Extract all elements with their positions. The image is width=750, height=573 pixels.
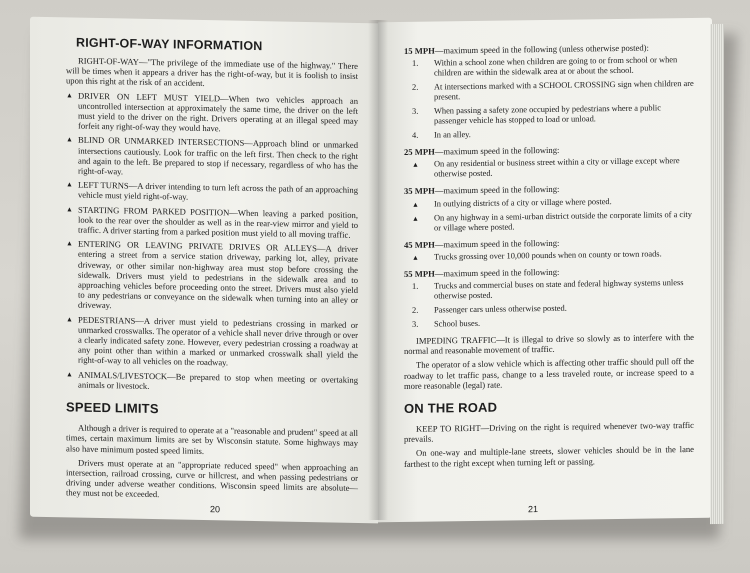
- right-of-way-heading: RIGHT-OF-WAY INFORMATION: [76, 35, 263, 54]
- speed-55-value: 55 MPH: [404, 268, 435, 279]
- rule-pedestrians: ▲ PEDESTRIANS—A driver must yield to pedestrians crossing in marked or unmarked crosswalks. The operator of a vehicle shall never drive through or over a clearly indicated safety zone. However, every pedestrian crossing a roadway at any point other than within a marked or unmarked crosswalk shall yield the right-of-way to all vehicles on the roadway.: [66, 314, 358, 371]
- list-item: ▲ On any residential or business street within a city or village except where otherwise posted.: [412, 156, 694, 180]
- on-the-road-heading: ON THE ROAD: [404, 399, 498, 417]
- rule-driver-on-left: ▲ DRIVER ON LEFT MUST YIELD—When two vehicles approach an uncontrolled intersection at approximately the same time, the driver on the left must yield to the driver on the right. Drivers operating at an illegal speed may forfeit any right-of-way they would have.: [66, 90, 358, 136]
- speed-group-55: [404, 265, 694, 330]
- slow-vehicle-para: The operator of a slow vehicle which is affecting other traffic should pull off the roadway to let traffic pass, change to a less traveled route, or increase speed to a more reasonable (legal) rate.: [404, 356, 694, 391]
- speed-limits-para-2: Drivers must operate at an "appropriate reduced speed" when approaching an intersection, railroad crossing, curve or hillcrest, and when passing pedestrians or driving under adverse weather conditions. Wisconsin speed limits are absolute—they must not be exceeded.: [66, 457, 358, 500]
- list-item: ▲ On any highway in a semi-urban district outside the corporate limits of a city or village where posted.: [412, 210, 694, 234]
- rule-private-drives: ▲ ENTERING OR LEAVING PRIVATE DRIVES OR ALLEYS—A driver entering a street from a service station driveway, parking lot, alley, private driveway, or other similar non-highway area must stop before crossing the sidewalk. Drivers must yield to pedestrians in the sidewalk area and to approaching vehicles before proceeding onto the street. Drivers must also yield to any pedestrians or conveyance on the sidewalk when turning into an alley or driveway.: [66, 239, 358, 316]
- rule-animals-livestock: ▲ ANIMALS/LIVESTOCK—Be prepared to stop when meeting or overtaking animals or livestock.: [66, 369, 358, 395]
- speed-55-label: —maximum speed in the following:: [434, 266, 560, 279]
- speed-35-value: 35 MPH: [404, 185, 435, 197]
- list-item: 4. In an alley.: [412, 130, 471, 141]
- list-item: ▲ In outlying districts of a city or village where posted.: [412, 196, 694, 210]
- speed-35-label: —maximum speed in the following:: [434, 184, 560, 196]
- list-item: 3. When passing a safety zone occupied by pedestrians where a public passenger vehicle has stopped to load or unload.: [412, 103, 661, 126]
- speed-25-label: —maximum speed in the following:: [434, 145, 560, 157]
- list-item: 2. At intersections marked with a SCHOOL CROSSING sign when children are present.: [412, 79, 694, 102]
- page-number-right: 21: [528, 504, 539, 515]
- speed-limits-heading: SPEED LIMITS: [66, 399, 159, 417]
- right-of-way-intro: RIGHT-OF-WAY—"The privilege of the immediate use of the highway." There will be times when it appears a driver has the right-of-way, but it is foolish to insist upon this right at the risk of an accident.: [66, 55, 358, 89]
- speed-15-value: 15 MPH: [404, 45, 435, 56]
- speed-15-label: —maximum speed in the following (unless otherwise posted):: [434, 42, 649, 56]
- keep-right-para: KEEP TO RIGHT—Driving on the right is required whenever two-way traffic prevails.: [404, 419, 694, 445]
- list-item: 1. Trucks and commercial buses on state and federal highway systems unless otherwise posted.: [412, 278, 684, 301]
- list-item: 3. School buses.: [412, 318, 481, 329]
- book-gutter: [368, 20, 388, 520]
- speed-group-45: [404, 236, 694, 263]
- one-way-para: On one-way and multiple-lane streets, slower vehicles should be in the lane farthest to the right except when turning left or passing.: [404, 444, 694, 469]
- page-stack-edge: [710, 24, 724, 524]
- list-item: 2. Passenger cars unless otherwise posted.: [412, 303, 567, 315]
- speed-45-label: —maximum speed in the following:: [434, 237, 560, 250]
- speed-25-value: 25 MPH: [404, 146, 435, 158]
- speed-45-value: 45 MPH: [404, 239, 435, 250]
- speed-group-15: [404, 42, 694, 141]
- right-page: [378, 18, 712, 523]
- speed-limits-para-1: Although a driver is required to operate at a "reasonable and prudent" speed at all times, certain maximum limits are set by Wisconsin statute. Some highways may also have minimum posted speed limits.: [66, 422, 359, 456]
- rule-blind-intersections: ▲ BLIND OR UNMARKED INTERSECTIONS—Approach blind or unmarked intersections cautiously. Look for traffic on the left first. Then check to the right and again to the left. Be prepared to stop if necessary, regardless of who has the right-of-way.: [66, 135, 358, 181]
- page-number-left: 20: [210, 504, 221, 515]
- speed-group-35: [404, 182, 694, 233]
- impeding-traffic-para: IMPEDING TRAFFIC—It is illegal to drive so slowly as to interfere with the normal and reasonable movement of traffic.: [404, 331, 694, 357]
- open-booklet: [22, 20, 722, 530]
- rule-left-turns: ▲ LEFT TURNS—A driver intending to turn left across the path of an approaching vehicle must yield right-of-way.: [66, 180, 358, 206]
- speed-group-25: [404, 143, 694, 180]
- rule-parked-position: ▲ STARTING FROM PARKED POSITION—When leaving a parked position, look to the rear over the shoulder as well as in the rear-view mirror and yield to traffic. A driver starting from a parked position must yield to all moving traffic.: [66, 204, 358, 240]
- list-item: ▲ Trucks grossing over 10,000 pounds when on county or town roads.: [412, 249, 694, 263]
- left-page: [30, 17, 378, 524]
- list-item: 1. Within a school zone when children are going to or from school or when children are within the sidewalk area at or about the school.: [412, 55, 678, 78]
